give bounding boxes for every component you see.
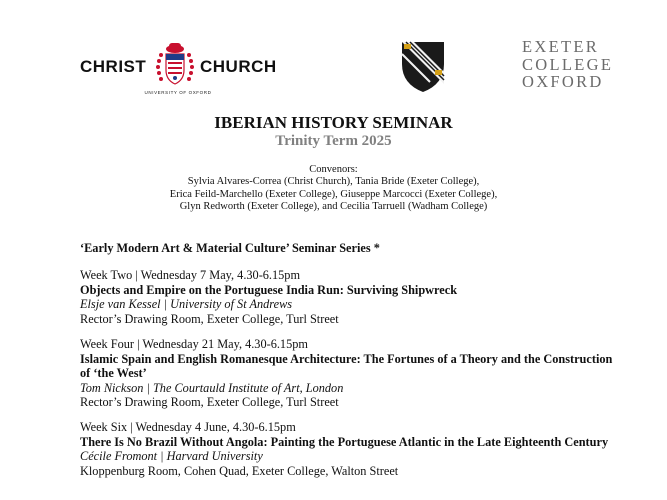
- christ-church-logo-subtitle: UNIVERSITY OF OXFORD: [144, 90, 212, 95]
- event-date-time: Week Four | Wednesday 21 May, 4.30-6.15pm: [80, 337, 308, 351]
- series-title: ‘Early Modern Art & Material Culture’ Seminar Series *: [80, 241, 380, 255]
- exeter-logo-line: OXFORD: [522, 72, 604, 91]
- exeter-college-logo-text: [522, 38, 613, 91]
- convenors-label: Convenors:: [309, 164, 358, 175]
- header-logos: [0, 0, 667, 110]
- page-title: IBERIAN HISTORY SEMINAR: [214, 113, 453, 132]
- event-speaker: Elsje van Kessel | University of St Andrews: [80, 297, 293, 311]
- christ-church-logo: [80, 40, 280, 100]
- exeter-logo-line: COLLEGE: [522, 54, 614, 74]
- exeter-college-shield-icon: [400, 40, 446, 94]
- seminar-event: [80, 268, 620, 326]
- event-venue: Kloppenburg Room, Cohen Quad, Exeter College, Walton Street: [80, 463, 399, 478]
- exeter-logo-line: EXETER: [522, 37, 600, 56]
- event-venue: Rector’s Drawing Room, Exeter College, Turl Street: [80, 395, 339, 409]
- event-talk-title: Objects and Empire on the Portuguese India Run: Surviving Shipwreck: [80, 282, 458, 297]
- event-talk-title: Islamic Spain and English Romanesque Architecture: The Fortunes of a Theory and the Construction of ‘the West’: [80, 351, 613, 380]
- christ-church-logo-word-right: CHURCH: [200, 57, 277, 76]
- event-talk-title: There Is No Brazil Without Angola: Painting the Portuguese Atlantic in the Late Eighteenth Century: [80, 434, 609, 449]
- event-date-time: Week Two | Wednesday 7 May, 4.30-6.15pm: [80, 268, 301, 282]
- event-date-time: Week Six | Wednesday 4 June, 4.30-6.15pm: [80, 420, 296, 434]
- convenors-line: Sylvia Alvares-Correa (Christ Church), Tania Bride (Exeter College),: [187, 176, 480, 188]
- convenors-block: [0, 164, 667, 214]
- event-speaker: Cécile Fromont | Harvard University: [80, 449, 263, 463]
- event-speaker: Tom Nickson | The Courtauld Institute of Art, London: [80, 380, 344, 395]
- convenors-line: Glyn Redworth (Exeter College), and Cecilia Tarruell (Wadham College): [179, 201, 488, 213]
- seminar-event: [80, 337, 620, 410]
- event-venue: Rector’s Drawing Room, Exeter College, Turl Street: [80, 311, 339, 326]
- convenors-line: Erica Feild-Marchello (Exeter College), Giuseppe Marcocci (Exeter College),: [169, 188, 498, 200]
- seminar-event: [80, 420, 620, 478]
- cardinal-hat-crest-icon: [152, 40, 198, 88]
- christ-church-logo-word-left: CHRIST: [80, 57, 147, 76]
- term-subtitle: Trinity Term 2025: [275, 133, 392, 149]
